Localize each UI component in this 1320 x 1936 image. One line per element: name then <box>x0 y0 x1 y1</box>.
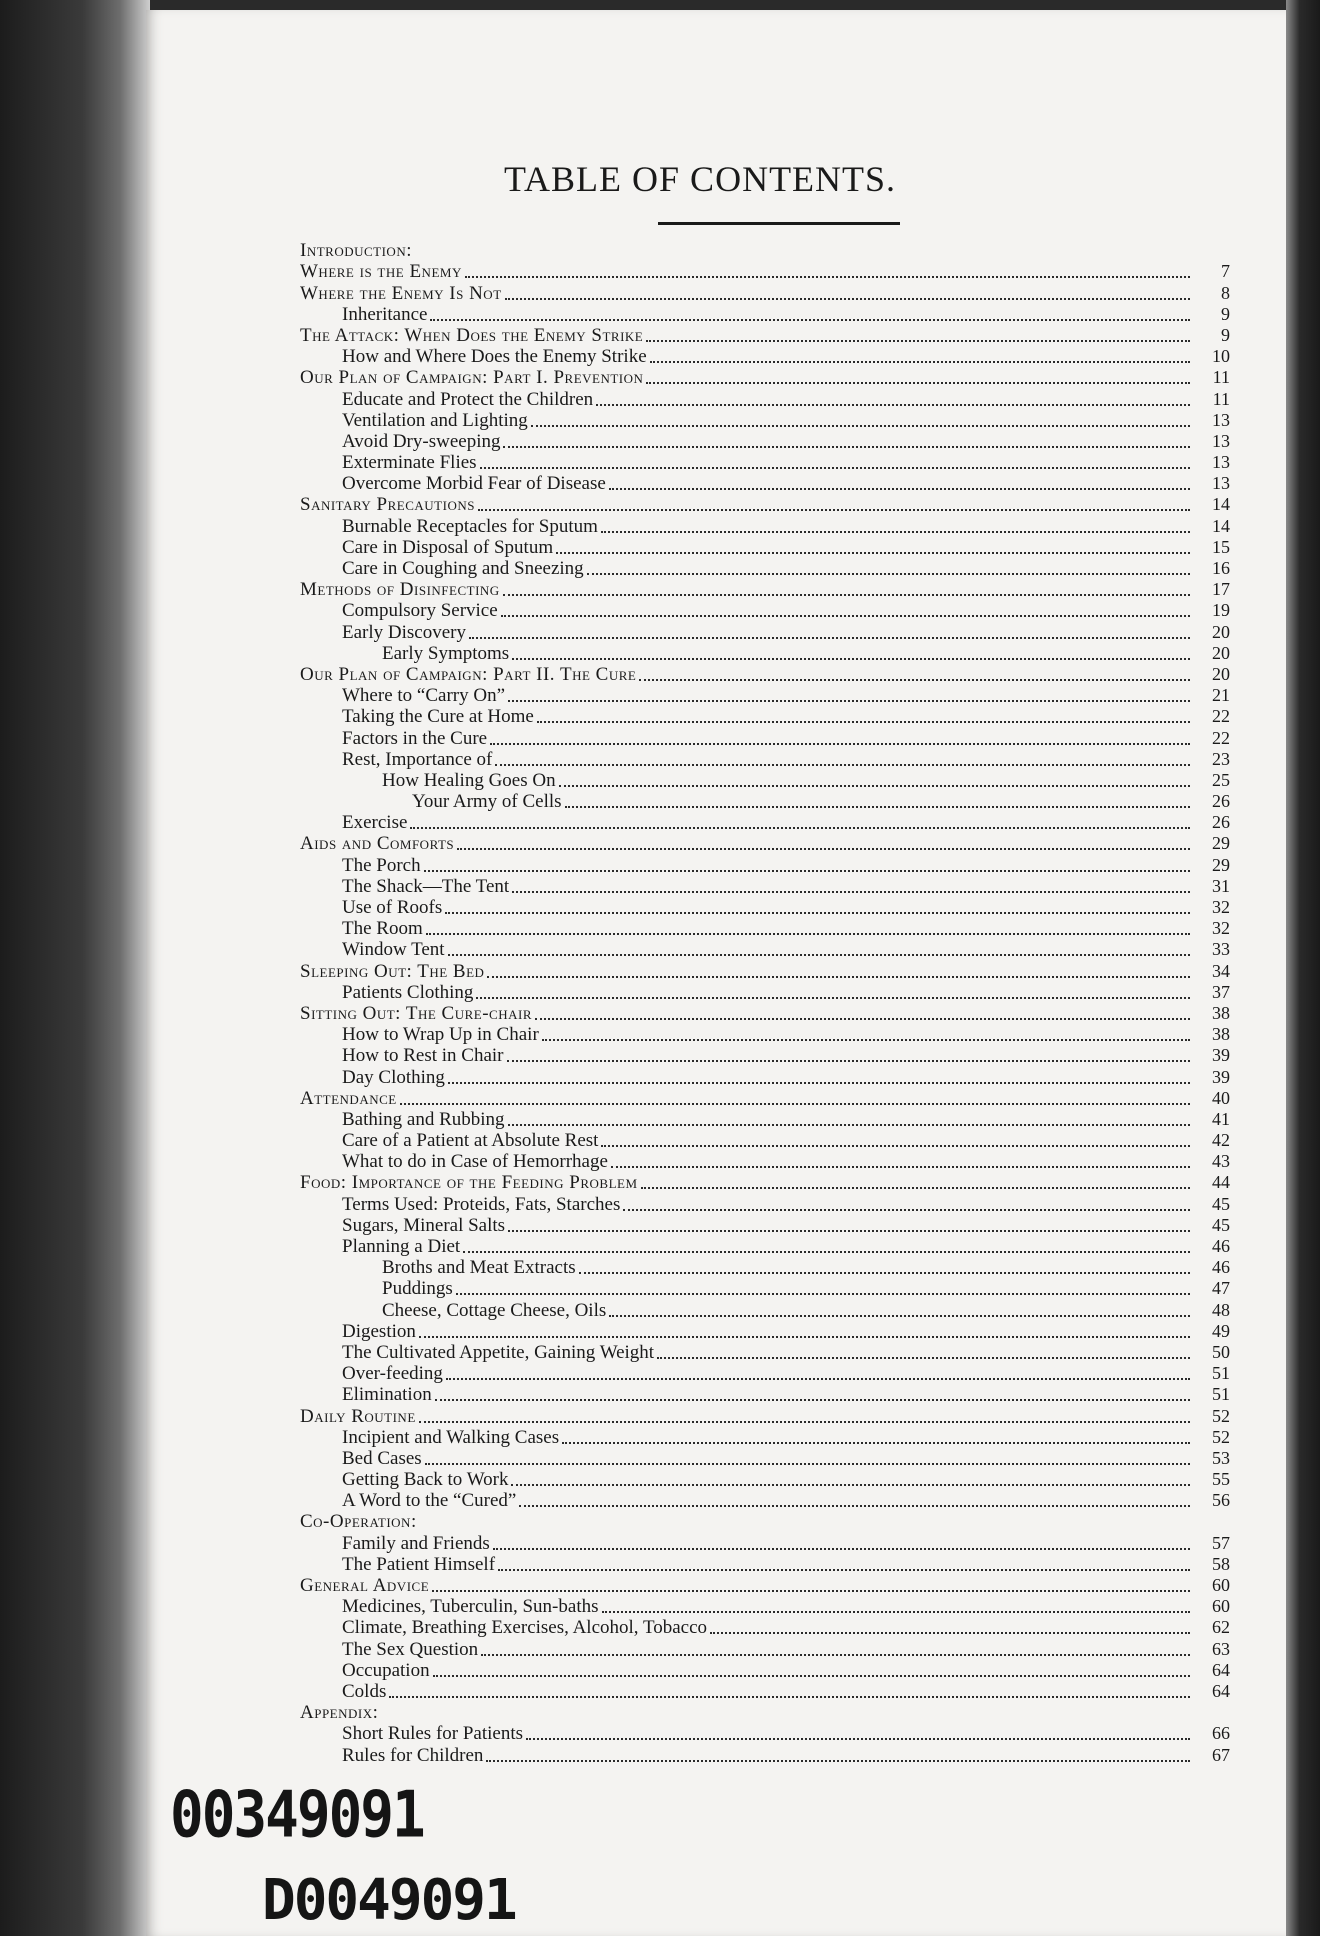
toc-entry <box>300 1554 1230 1575</box>
toc-entry-page: 11 <box>1212 388 1230 409</box>
toc-entry <box>300 494 1230 515</box>
toc-leader-dots <box>432 1589 1190 1592</box>
scan-left-edge <box>0 0 150 1936</box>
table-of-contents <box>300 240 1230 1766</box>
toc-entry-label: Appendix: <box>300 1702 379 1724</box>
toc-entry <box>300 1596 1230 1617</box>
toc-entry-label: Rest, Importance of <box>342 748 493 770</box>
toc-leader-dots <box>508 1229 1190 1232</box>
toc-entry-page: 9 <box>1221 324 1230 345</box>
toc-entry-label: Window Tent <box>342 939 445 961</box>
toc-entry-page: 17 <box>1212 579 1230 600</box>
toc-entry <box>300 1575 1230 1596</box>
toc-entry-label: Exterminate Flies <box>342 452 477 474</box>
toc-entry <box>300 1151 1230 1172</box>
toc-entry-label: Terms Used: Proteids, Fats, Starches <box>342 1193 621 1215</box>
toc-entry-label: Overcome Morbid Fear of Disease <box>342 473 606 495</box>
toc-entry-page: 19 <box>1212 600 1230 621</box>
toc-entry <box>300 1172 1230 1193</box>
toc-entry-label: Cheese, Cottage Cheese, Oils <box>382 1299 607 1321</box>
toc-leader-dots <box>419 1420 1190 1423</box>
toc-entry <box>300 1193 1230 1214</box>
toc-entry <box>300 1024 1230 1045</box>
toc-entry-page: 63 <box>1212 1638 1230 1659</box>
toc-entry-page: 45 <box>1212 1214 1230 1235</box>
toc-entry-label: Methods of Disinfecting <box>300 579 500 601</box>
toc-entry-page: 23 <box>1212 748 1230 769</box>
page-title: TABLE OF CONTENTS. <box>503 159 897 199</box>
toc-entry <box>300 367 1230 388</box>
toc-leader-dots <box>486 1759 1190 1762</box>
toc-entry-label: Use of Roofs <box>342 897 443 918</box>
toc-entry-label: The Porch <box>342 854 421 876</box>
toc-entry <box>300 897 1230 918</box>
toc-leader-dots <box>556 551 1190 554</box>
toc-entry-label: Where to “Carry On” <box>342 685 506 707</box>
toc-entry <box>300 304 1230 325</box>
toc-entry <box>300 876 1230 897</box>
toc-leader-dots <box>389 1695 1190 1698</box>
toc-leader-dots <box>503 445 1190 448</box>
toc-entry-page: 64 <box>1212 1659 1230 1680</box>
toc-entry-label: Sugars, Mineral Salts <box>342 1214 506 1236</box>
toc-entry-label: Bathing and Rubbing <box>342 1108 505 1130</box>
toc-entry-label: Attendance <box>300 1087 397 1109</box>
toc-leader-dots <box>511 1483 1190 1486</box>
toc-entry-label: Where the Enemy Is Not <box>300 282 502 304</box>
toc-entry-label: Our Plan of Campaign: Part II. The Cure <box>300 663 637 685</box>
toc-entry <box>300 346 1230 367</box>
toc-leader-dots <box>425 1462 1190 1465</box>
toc-entry-label: Digestion <box>342 1320 416 1342</box>
toc-entry-label: General Advice <box>300 1575 430 1596</box>
toc-entry-page: 64 <box>1212 1680 1230 1701</box>
toc-entry-page: 33 <box>1212 939 1230 960</box>
toc-entry-label: Educate and Protect the Children <box>342 388 594 410</box>
toc-entry <box>300 1638 1230 1659</box>
toc-entry <box>300 473 1230 494</box>
toc-entry <box>300 643 1230 664</box>
toc-leader-dots <box>457 847 1190 850</box>
toc-leader-dots <box>609 1314 1190 1317</box>
toc-entry-page: 66 <box>1212 1723 1230 1744</box>
toc-entry-page: 13 <box>1212 452 1230 473</box>
toc-entry <box>300 282 1230 303</box>
toc-entry-label: Planning a Diet <box>342 1236 461 1257</box>
toc-entry-label: Your Army of Cells <box>412 791 562 813</box>
toc-leader-dots <box>512 890 1190 893</box>
toc-leader-dots <box>445 911 1190 914</box>
toc-leader-dots <box>535 1017 1190 1020</box>
toc-leader-dots <box>601 1144 1190 1147</box>
toc-entry-page: 13 <box>1212 409 1230 430</box>
toc-entry-page: 32 <box>1212 897 1230 917</box>
toc-leader-dots <box>657 1356 1190 1359</box>
toc-entry <box>300 939 1230 960</box>
toc-entry <box>300 1363 1230 1384</box>
accession-stamp: 00349091 <box>170 1778 424 1853</box>
toc-entry-label: Care in Coughing and Sneezing <box>342 558 584 579</box>
toc-entry-label: Rules for Children <box>342 1744 484 1766</box>
toc-entry <box>300 600 1230 621</box>
toc-entry-page: 9 <box>1221 303 1230 324</box>
toc-entry-label: Climate, Breathing Exercises, Alcohol, Tobacco <box>342 1617 708 1639</box>
toc-entry-page: 46 <box>1212 1257 1230 1278</box>
toc-entry-label: What to do in Case of Hemorrhage <box>342 1151 608 1173</box>
toc-entry <box>300 410 1230 431</box>
toc-entry-page: 34 <box>1212 960 1230 981</box>
toc-entry-label: Day Clothing <box>342 1066 445 1088</box>
toc-entry-label: Burnable Receptacles for Sputum <box>342 515 598 537</box>
toc-leader-dots <box>596 403 1190 406</box>
toc-entry-label: Medicines, Tuberculin, Sun-baths <box>342 1596 599 1618</box>
toc-entry-label: Care of a Patient at Absolute Rest <box>342 1130 599 1152</box>
toc-entry <box>300 854 1230 875</box>
toc-entry-label: How to Wrap Up in Chair <box>342 1024 539 1046</box>
toc-entry <box>300 1130 1230 1151</box>
toc-entry-page: 20 <box>1212 663 1230 684</box>
toc-entry-page: 26 <box>1212 812 1230 833</box>
toc-entry-label: Aids and Comforts <box>300 833 455 855</box>
toc-entry-label: How and Where Does the Enemy Strike <box>342 346 647 368</box>
toc-entry-label: Sanitary Precautions <box>300 494 475 516</box>
toc-leader-dots <box>487 975 1190 978</box>
toc-leader-dots <box>508 699 1190 702</box>
toc-entry-label: Ventilation and Lighting <box>342 409 528 431</box>
toc-entry-page: 11 <box>1212 367 1230 388</box>
toc-leader-dots <box>562 1441 1190 1444</box>
toc-entry-label: Getting Back to Work <box>342 1469 509 1491</box>
toc-leader-dots <box>490 742 1190 745</box>
toc-entry-page: 38 <box>1212 1024 1230 1045</box>
toc-entry-page: 21 <box>1212 685 1230 706</box>
toc-entry-page: 50 <box>1212 1341 1230 1362</box>
toc-entry-page: 16 <box>1212 558 1230 578</box>
toc-entry <box>300 727 1230 748</box>
toc-entry <box>300 1405 1230 1426</box>
toc-entry-label: How Healing Goes On <box>382 769 556 791</box>
toc-entry-page: 15 <box>1212 536 1230 557</box>
toc-entry <box>300 1532 1230 1553</box>
toc-leader-dots <box>463 1250 1190 1253</box>
toc-leader-dots <box>531 424 1190 427</box>
toc-entry-label: Sitting Out: The Cure-chair <box>300 1002 533 1024</box>
toc-leader-dots <box>495 763 1190 766</box>
toc-entry-page: 39 <box>1212 1045 1230 1066</box>
toc-entry-page: 51 <box>1212 1363 1230 1384</box>
toc-leader-dots <box>526 1737 1190 1740</box>
toc-entry <box>300 1215 1230 1236</box>
toc-entry-page: 45 <box>1212 1193 1230 1214</box>
toc-entry-page: 8 <box>1221 282 1230 303</box>
toc-entry <box>300 1003 1230 1024</box>
toc-leader-dots <box>587 572 1190 575</box>
toc-leader-dots <box>498 1568 1190 1571</box>
toc-leader-dots <box>609 487 1190 490</box>
toc-leader-dots <box>448 1081 1190 1084</box>
toc-entry <box>300 1702 1230 1723</box>
toc-entry <box>300 1448 1230 1469</box>
toc-entry-page: 42 <box>1212 1130 1230 1151</box>
toc-entry-page: 32 <box>1212 918 1230 939</box>
title-rule <box>658 222 900 225</box>
toc-entry-page: 58 <box>1212 1553 1230 1574</box>
toc-entry-page: 44 <box>1212 1172 1230 1193</box>
toc-entry-label: The Shack—The Tent <box>342 875 510 897</box>
toc-entry-page: 62 <box>1212 1617 1230 1638</box>
toc-entry-page: 22 <box>1212 706 1230 727</box>
toc-entry <box>300 1469 1230 1490</box>
accession-stamp-secondary: D0049091 <box>262 1868 516 1933</box>
toc-entry-page: 51 <box>1212 1384 1230 1405</box>
toc-leader-dots <box>503 593 1190 596</box>
toc-entry-page: 14 <box>1212 494 1230 515</box>
toc-entry-label: Broths and Meat Extracts <box>382 1257 576 1279</box>
toc-entry <box>300 749 1230 770</box>
toc-entry <box>300 833 1230 854</box>
toc-entry-page: 13 <box>1212 473 1230 494</box>
toc-leader-dots <box>448 953 1190 956</box>
toc-entry-page: 29 <box>1212 833 1230 854</box>
toc-entry-page: 26 <box>1212 791 1230 812</box>
toc-leader-dots <box>493 1547 1190 1550</box>
toc-leader-dots <box>559 784 1190 787</box>
toc-entry-page: 38 <box>1212 1002 1230 1023</box>
toc-entry-label: The Patient Himself <box>342 1553 496 1575</box>
toc-entry <box>300 1321 1230 1342</box>
toc-entry-label: Early Discovery <box>342 621 466 643</box>
toc-entry-page: 47 <box>1212 1278 1230 1299</box>
toc-entry <box>300 770 1230 791</box>
toc-leader-dots <box>435 1398 1190 1401</box>
toc-entry-page: 41 <box>1212 1108 1230 1129</box>
toc-entry <box>300 1427 1230 1448</box>
toc-leader-dots <box>710 1631 1190 1634</box>
toc-entry-label: Our Plan of Campaign: Part I. Prevention <box>300 367 644 389</box>
toc-leader-dots <box>602 1610 1191 1613</box>
toc-entry-label: Family and Friends <box>342 1532 490 1554</box>
toc-entry-label: Inheritance <box>342 303 428 325</box>
toc-leader-dots <box>646 339 1190 342</box>
toc-entry <box>300 558 1230 579</box>
toc-entry <box>300 960 1230 981</box>
toc-leader-dots <box>512 657 1190 660</box>
toc-leader-dots <box>601 530 1190 533</box>
toc-entry-page: 52 <box>1212 1426 1230 1447</box>
toc-entry <box>300 1236 1230 1257</box>
toc-entry-page: 20 <box>1212 642 1230 663</box>
toc-entry-page: 52 <box>1212 1405 1230 1426</box>
toc-entry-page: 31 <box>1212 875 1230 896</box>
toc-leader-dots <box>501 614 1190 617</box>
toc-entry <box>300 1278 1230 1299</box>
toc-entry-label: Taking the Cure at Home <box>342 706 534 728</box>
toc-entry-label: The Room <box>342 918 423 940</box>
toc-leader-dots <box>433 1674 1190 1677</box>
toc-entry-label: Introduction: <box>300 240 412 262</box>
toc-entry <box>300 537 1230 558</box>
toc-entry <box>300 685 1230 706</box>
toc-leader-dots <box>430 318 1190 321</box>
toc-entry <box>300 1088 1230 1109</box>
toc-entry-page: 60 <box>1212 1575 1230 1595</box>
toc-entry <box>300 325 1230 346</box>
toc-entry <box>300 918 1230 939</box>
toc-leader-dots <box>456 1292 1190 1295</box>
toc-entry-label: Incipient and Walking Cases <box>342 1426 560 1448</box>
toc-entry-page: 39 <box>1212 1066 1230 1087</box>
toc-leader-dots <box>611 1165 1190 1168</box>
toc-entry-label: Short Rules for Patients <box>342 1723 524 1745</box>
toc-leader-dots <box>426 932 1190 935</box>
toc-entry <box>300 1257 1230 1278</box>
toc-entry-label: Puddings <box>382 1278 453 1300</box>
toc-leader-dots <box>478 508 1190 511</box>
toc-entry <box>300 515 1230 536</box>
toc-entry <box>300 982 1230 1003</box>
toc-entry <box>300 1384 1230 1405</box>
toc-entry-label: Compulsory Service <box>342 600 498 622</box>
toc-leader-dots <box>469 636 1190 639</box>
toc-leader-dots <box>579 1271 1190 1274</box>
toc-entry <box>300 261 1230 282</box>
toc-entry <box>300 1109 1230 1130</box>
toc-entry-label: The Sex Question <box>342 1638 479 1660</box>
toc-entry-label: Over-feeding <box>342 1363 443 1385</box>
toc-entry-page: 13 <box>1212 430 1230 451</box>
toc-entry <box>300 1617 1230 1638</box>
toc-entry-label: Colds <box>342 1680 387 1702</box>
toc-entry-label: Exercise <box>342 812 408 834</box>
toc-entry-page: 14 <box>1212 515 1230 536</box>
toc-leader-dots <box>519 1504 1190 1507</box>
toc-leader-dots <box>507 1059 1191 1062</box>
toc-entry <box>300 579 1230 600</box>
toc-entry-page: 43 <box>1212 1151 1230 1172</box>
toc-leader-dots <box>537 720 1190 723</box>
toc-leader-dots <box>410 826 1190 829</box>
toc-entry-page: 25 <box>1212 769 1230 790</box>
toc-entry-label: Patients Clothing <box>342 981 474 1003</box>
toc-entry-page: 48 <box>1212 1299 1230 1320</box>
toc-leader-dots <box>420 1527 1190 1528</box>
toc-entry <box>300 388 1230 409</box>
toc-leader-dots <box>639 678 1190 681</box>
toc-entry <box>300 1299 1230 1320</box>
toc-leader-dots <box>476 996 1190 999</box>
toc-entry-page: 57 <box>1212 1532 1230 1553</box>
toc-leader-dots <box>446 1377 1190 1380</box>
toc-entry-page: 37 <box>1212 981 1230 1002</box>
toc-entry-page: 22 <box>1212 727 1230 748</box>
toc-entry-page: 56 <box>1212 1490 1230 1511</box>
toc-entry-label: How to Rest in Chair <box>342 1045 504 1067</box>
toc-entry <box>300 1660 1230 1681</box>
toc-leader-dots <box>400 1102 1190 1105</box>
toc-leader-dots <box>465 275 1190 278</box>
toc-entry <box>300 431 1230 452</box>
toc-leader-dots <box>650 360 1190 363</box>
toc-entry-page: 55 <box>1212 1469 1230 1490</box>
toc-leader-dots <box>565 805 1190 808</box>
toc-entry-label: A Word to the “Cured” <box>342 1490 517 1512</box>
toc-leader-dots <box>641 1186 1190 1189</box>
toc-entry-label: Occupation <box>342 1659 430 1681</box>
toc-entry-label: Elimination <box>342 1384 432 1406</box>
toc-leader-dots <box>646 381 1190 384</box>
scan-right-edge <box>1286 0 1320 1936</box>
toc-entry-page: 10 <box>1212 346 1230 367</box>
toc-entry <box>300 791 1230 812</box>
toc-entry <box>300 452 1230 473</box>
toc-entry <box>300 664 1230 685</box>
toc-leader-dots <box>508 1123 1190 1126</box>
toc-leader-dots <box>480 466 1190 469</box>
toc-entry <box>300 621 1230 642</box>
toc-entry-label: Bed Cases <box>342 1447 422 1469</box>
toc-leader-dots <box>481 1653 1190 1656</box>
toc-entry <box>300 240 1230 261</box>
toc-entry-page: 46 <box>1212 1236 1230 1256</box>
toc-entry-label: Care in Disposal of Sputum <box>342 536 554 558</box>
toc-entry-page: 60 <box>1212 1596 1230 1617</box>
toc-entry <box>300 706 1230 727</box>
toc-entry <box>300 812 1230 833</box>
toc-entry-page: 40 <box>1212 1087 1230 1108</box>
toc-entry <box>300 1681 1230 1702</box>
toc-entry-label: Where is the Enemy <box>300 261 462 283</box>
toc-entry-label: The Cultivated Appetite, Gaining Weight <box>342 1341 655 1363</box>
toc-entry <box>300 1511 1230 1532</box>
toc-entry <box>300 1045 1230 1066</box>
toc-entry-page: 29 <box>1212 854 1230 875</box>
toc-leader-dots <box>415 256 1190 257</box>
toc-entry <box>300 1066 1230 1087</box>
toc-entry-page: 7 <box>1221 261 1230 282</box>
toc-entry <box>300 1723 1230 1744</box>
toc-leader-dots <box>505 297 1190 300</box>
toc-entry <box>300 1490 1230 1511</box>
toc-entry-page: 49 <box>1212 1320 1230 1341</box>
toc-entry-page: 20 <box>1212 621 1230 642</box>
toc-leader-dots <box>419 1335 1190 1338</box>
toc-leader-dots <box>424 869 1190 872</box>
toc-entry <box>300 1744 1230 1765</box>
toc-entry-label: Daily Routine <box>300 1405 416 1427</box>
toc-entry-page: 53 <box>1212 1447 1230 1468</box>
toc-entry-label: Sleeping Out: The Bed <box>300 960 485 982</box>
toc-entry-label: Food: Importance of the Feeding Problem <box>300 1172 638 1194</box>
toc-leader-dots <box>623 1208 1190 1211</box>
toc-entry-label: Factors in the Cure <box>342 727 488 749</box>
toc-entry-label: Early Symptoms <box>382 642 510 664</box>
toc-leader-dots <box>542 1038 1190 1041</box>
toc-entry-label: Avoid Dry-sweeping <box>342 430 501 452</box>
toc-entry-page: 67 <box>1212 1744 1230 1765</box>
toc-leader-dots <box>381 1718 1190 1719</box>
toc-entry-label: Co-Operation: <box>300 1511 417 1533</box>
toc-entry-label: The Attack: When Does the Enemy Strike <box>300 324 644 346</box>
toc-entry <box>300 1342 1230 1363</box>
